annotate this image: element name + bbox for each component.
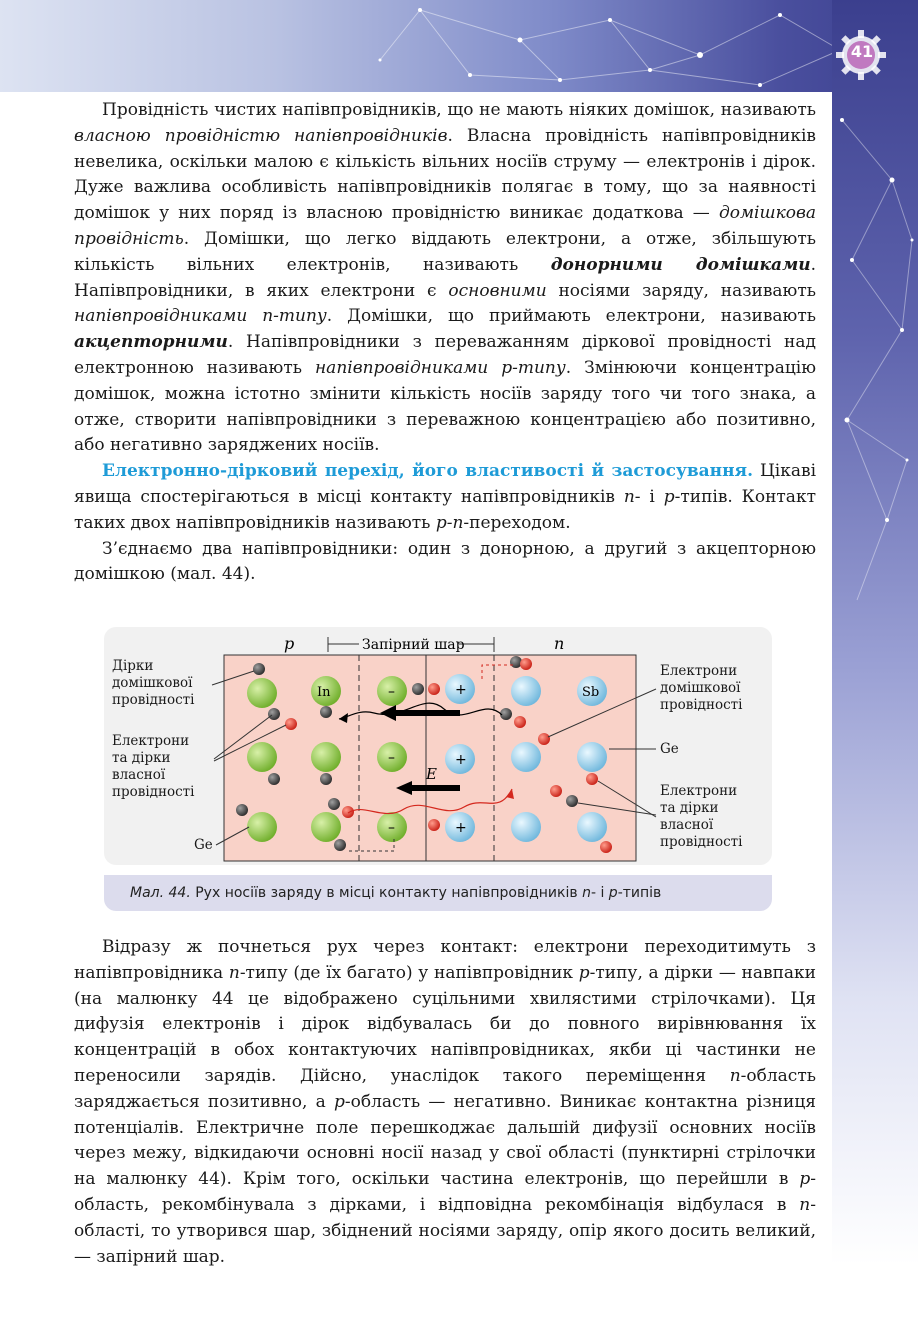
text-run: - і [634, 486, 664, 507]
text-run: Відразу ж почнеться рух через контакт: електрони переходитимуть з напівпровідника [74, 937, 816, 983]
label-ge-right: Ge [660, 741, 679, 757]
label-rpairs-line2: та дірки [660, 800, 719, 816]
paragraph-diffusion [74, 935, 816, 1270]
label-electrons-line1: Електрони [660, 663, 738, 679]
text-run: . Домішки, що легко віддають електрони, а отже, збільшують кількість вільних електронів, називають [74, 228, 816, 275]
caption-prefix: Мал. 44. [130, 885, 191, 901]
ge-atom [577, 812, 607, 842]
italic-term: p [799, 1169, 811, 1190]
text-run: носіями заряду, називають [546, 280, 816, 301]
sb-label: Sb [582, 685, 600, 700]
text-run: Провідність чистих напівпровідників, що не мають ніяких домішок, називають [102, 100, 816, 120]
paragraph-pn-junction [74, 459, 816, 536]
italic-term: p-n [435, 512, 464, 533]
label-electrons-line2: домішкової [660, 680, 741, 696]
ge-atom [577, 742, 607, 772]
in-label: In [317, 685, 331, 700]
section-heading: Електронно-дірковий перехід, його властивості й застосування. [102, 461, 754, 482]
italic-term: домішкова провідність [74, 203, 816, 249]
pn-junction-diagram [104, 627, 772, 865]
italic-term: n [729, 1065, 741, 1086]
plus-sign: + [455, 682, 467, 698]
label-pairs-line2: та дірки [112, 750, 171, 766]
plus-sign: + [455, 752, 467, 768]
label-electrons-line3: провідності [660, 697, 743, 713]
field-label: E [426, 765, 437, 783]
italic-term: основними [448, 280, 547, 301]
text-run: . Домішки, що приймають електрони, називають [326, 306, 816, 327]
italic-term: n [228, 962, 240, 983]
text-run: . Власна провідність напівпровідників невелика, оскільки малою є кількість вільних носіїв струму — електронів і дірок. Дуже важлива особливість напівпровідників полягає в тому, що за наявності домішок у них поряд із власною провідністю виникає додаткова — [74, 125, 816, 224]
label-pairs-line4: провідності [112, 784, 195, 800]
label-n: n [554, 634, 565, 653]
label-ge-left: Ge [194, 837, 213, 853]
label-rpairs-line4: провідності [660, 834, 743, 850]
ge-atom [247, 678, 277, 708]
caption-italic: n [582, 885, 591, 901]
italic-term: власною провідністю напівпровідників [74, 125, 448, 146]
label-pairs-line1: Електрони [112, 733, 190, 749]
text-run: Цікаві явища спостерігаються в місці контакту напівпровідників [74, 461, 817, 507]
paragraph-intrinsic-conductivity [74, 98, 816, 459]
ge-atom [511, 812, 541, 842]
text-run: . Напівпровідники, в яких електрони є [74, 254, 816, 301]
caption-italic: p [608, 885, 618, 901]
bold-italic-term: донорними домішками [550, 254, 811, 275]
italic-term: n [623, 486, 635, 507]
ge-atom [247, 742, 277, 772]
body-text-top [74, 98, 816, 588]
label-holes-line3: провідності [112, 692, 195, 708]
ge-atom [311, 742, 341, 772]
text-run: -область, рекомбінувала з дірками, і відповідна рекомбінація відбулася в [74, 1169, 816, 1215]
label-rpairs-line1: Електрони [660, 783, 738, 799]
page-number: 41 [850, 42, 874, 61]
label-depletion-layer: Запірний шар [362, 637, 465, 653]
paragraph-connect: З’єднаємо два напівпровідники: один з донорною, а другий з акцепторною домішкою (мал. 44). [74, 538, 816, 585]
label-holes-line2: домішкової [112, 675, 193, 691]
caption-text: -типів [617, 885, 662, 901]
italic-term: n [799, 1194, 811, 1215]
body-text-bottom [74, 935, 816, 1270]
text-run: -типів. Контакт таких двох напівпровідників називають [74, 486, 816, 533]
italic-term: p [333, 1091, 345, 1112]
right-sidebar-decoration [832, 0, 918, 1332]
text-run: -області, то утворився шар, збіднений носіями заряду, опір якого досить великий, — запірний шар. [74, 1194, 816, 1267]
label-rpairs-line3: власної [660, 817, 714, 833]
text-run: . Напівпровідники з переважанням діркової провідності над електронною називають [74, 332, 816, 378]
label-pairs-line3: власної [112, 767, 166, 783]
text-run: -типу, а дірки — навпаки (на малюнку 44 це відображено суцільними хвилястими стрілочками). Ця дифузія електронів і дірок відбувалась би до повного вирівнювання їх концентрацій в обох контактуючих напівпровідниках, якби ці частинки не переносили зарядів. Дійсно, унаслідок такого переміщення [74, 962, 816, 1086]
figure-44 [104, 627, 772, 865]
label-holes-line1: Дірки [112, 658, 154, 674]
figure-caption [104, 875, 772, 911]
italic-term: p [663, 486, 675, 507]
bold-italic-term: акцепторними [74, 332, 228, 353]
minus-sign: – [388, 684, 395, 700]
ge-atom [511, 742, 541, 772]
text-run: -область — негативно. Виникає контактна різниця потенціалів. Електричне поле перешкоджає дальшій дифузії основних носіїв через межу, відкидаючи основні носії назад у свої області (пунктирні стрілочки на малюнку 44). Крім того, оскільки частина електронів, що перейшли в [74, 1091, 816, 1190]
caption-text: - і [590, 885, 609, 901]
text-run: . Змінюючи концентрацію домішок, можна істотно змінити кількість носіїв заряду того чи того знака, а отже, створити напівпровідники з переважною концентрацією або позитивно, або негативно заряджених носіїв. [74, 357, 816, 456]
header-banner [0, 0, 918, 92]
ge-atom [311, 812, 341, 842]
minus-sign: – [388, 820, 395, 836]
minus-sign: – [388, 750, 395, 766]
ge-atom [247, 812, 277, 842]
caption-text: Рух носіїв заряду в місці контакту напівпровідників [190, 885, 583, 901]
text-run: -типу (де їх багато) у напівпровідник [239, 962, 579, 983]
text-run: -область заряджається позитивно, а [74, 1065, 816, 1112]
ge-atom [511, 676, 541, 706]
italic-term: p [578, 962, 590, 983]
label-p: p [284, 634, 295, 653]
italic-term: напівпровідниками n-типу [74, 306, 327, 327]
constellation-decoration [832, 0, 918, 1332]
plus-sign: + [455, 820, 467, 836]
italic-term: напівпровідниками p-типу [314, 357, 566, 378]
text-run: -переходом. [463, 512, 571, 533]
constellation-decoration [0, 0, 918, 92]
